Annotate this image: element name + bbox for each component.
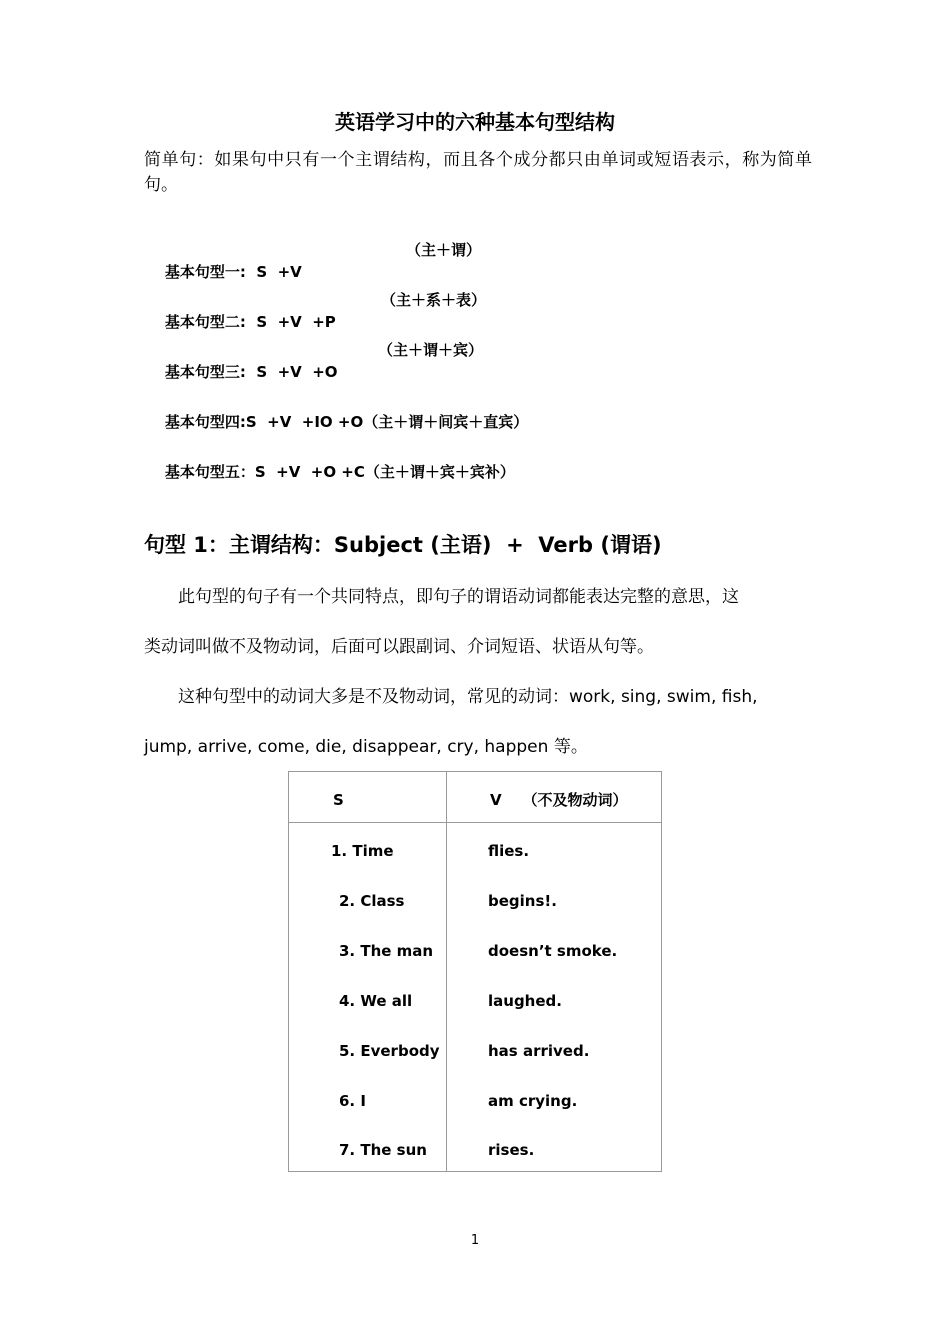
paragraph-2-line-2: jump, arrive, come, die, disappear, cry, happen 等。	[144, 737, 588, 757]
intro-paragraph: 简单句：如果句中只有一个主谓结构，而且各个成分都只由单词或短语表示，称为简单句。	[144, 150, 812, 195]
paragraph-1-line-2: 类动词叫做不及物动词，后面可以跟副词、介词短语、状语从句等。	[144, 637, 654, 657]
pattern-2-note: （主＋系＋表）	[381, 291, 487, 309]
section-heading: 句型 1：主谓结构：Subject (主语) + Verb (谓语)	[144, 533, 662, 557]
pattern-1-label: 基本句型一: S +V	[164, 263, 302, 281]
table-row-6-v: am crying.	[488, 1092, 578, 1110]
table-row-2-v: begins!.	[488, 892, 557, 910]
table-row-5-v: has arrived.	[488, 1042, 590, 1060]
paragraph-2-line-1: 这种句型中的动词大多是不及物动词，常见的动词：work, sing, swim, fish,	[178, 687, 758, 707]
pattern-4-note: （主＋谓＋间宾＋直宾）	[363, 413, 529, 431]
table-row-6-s: 6. I	[339, 1092, 366, 1110]
pattern-2-label: 基本句型二: S +V +P	[164, 313, 336, 331]
table-row-3-s: 3. The man	[339, 942, 434, 960]
pattern-3-label: 基本句型三: S +V +O	[164, 363, 338, 381]
table-row-7-v: rises.	[488, 1141, 535, 1159]
table-row-4-s: 4. We all	[339, 992, 413, 1010]
document-title: 英语学习中的六种基本句型结构	[335, 110, 615, 134]
pattern-1-note: （主＋谓）	[406, 241, 482, 259]
pattern-5	[144, 439, 515, 505]
pattern-4-label: 基本句型四:S +V +IO +O	[164, 413, 364, 431]
table-row-1-s: 1. Time	[331, 842, 394, 860]
table-row-5-s: 5. Everbody	[339, 1042, 440, 1060]
pattern-5-label: 基本句型五：S +V +O +C	[164, 463, 365, 481]
table-row-1-v: flies.	[488, 842, 530, 860]
page-number: 1	[470, 1233, 480, 1248]
pattern-3-note: （主＋谓＋宾）	[378, 341, 484, 359]
table-row-3-v: doesn’t smoke.	[488, 942, 618, 960]
table-header-s: S	[333, 791, 344, 809]
paragraph-1-line-1: 此句型的句子有一个共同特点，即句子的谓语动词都能表达完整的意思，这	[178, 587, 739, 607]
table-row-4-v: laughed.	[488, 992, 562, 1010]
verb-table	[288, 771, 662, 1172]
pattern-5-note: （主＋谓＋宾＋宾补）	[364, 463, 515, 481]
table-row-2-s: 2. Class	[339, 892, 405, 910]
table-row-7-s: 7. The sun	[339, 1141, 427, 1159]
table-header-divider	[289, 822, 661, 823]
table-header-v: V （不及物动词）	[490, 791, 628, 809]
table-column-divider	[446, 772, 447, 1171]
